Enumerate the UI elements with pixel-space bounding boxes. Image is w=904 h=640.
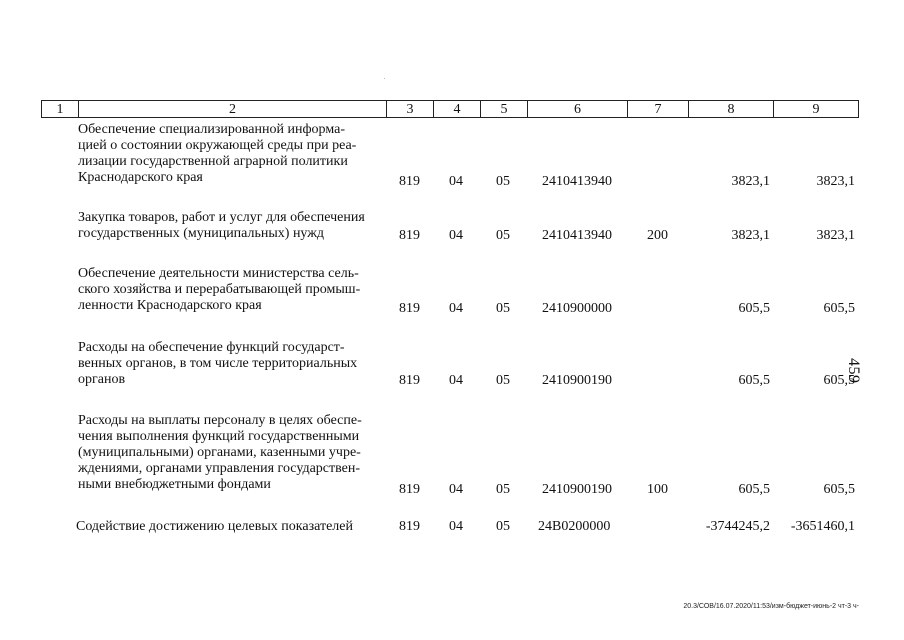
row-description bbox=[76, 519, 381, 535]
target-article-code: 2410900190 bbox=[542, 373, 612, 388]
scan-speck bbox=[384, 78, 385, 79]
ministry-code: 819 bbox=[399, 519, 420, 534]
ministry-code: 819 bbox=[399, 174, 420, 189]
section-code: 04 bbox=[449, 482, 463, 497]
amount-column-9: 605,5 bbox=[823, 482, 855, 497]
description-line: государственных (муниципальных) нужд bbox=[78, 226, 325, 241]
subsection-code: 05 bbox=[496, 228, 510, 243]
amount-column-9: 3823,1 bbox=[816, 174, 855, 189]
description-line: Обеспечение специализированной информа- bbox=[78, 122, 345, 137]
column-number-header bbox=[41, 100, 859, 118]
column-number-7: 7 bbox=[628, 101, 689, 117]
description-line: Краснодарского края bbox=[78, 170, 203, 185]
amount-column-8: -3744245,2 bbox=[705, 519, 770, 534]
row-description bbox=[78, 210, 383, 242]
section-code: 04 bbox=[449, 174, 463, 189]
target-article-code: 2410413940 bbox=[542, 228, 612, 243]
column-number-9: 9 bbox=[812, 102, 820, 117]
description-line: ными внебюджетными фондами bbox=[78, 477, 271, 492]
amount-column-8: 3823,1 bbox=[731, 228, 770, 243]
ministry-code: 819 bbox=[399, 228, 420, 243]
description-line: чения выполнения функций государственными bbox=[78, 429, 360, 444]
description-line: Расходы на обеспечение функций государст- bbox=[78, 340, 345, 355]
description-line: Обеспечение деятельности министерства сель- bbox=[78, 266, 359, 281]
column-number-1: 1 bbox=[42, 101, 79, 117]
ministry-code: 819 bbox=[399, 482, 420, 497]
amount-column-8: 605,5 bbox=[738, 373, 770, 388]
amount-column-9: 605,5 bbox=[823, 301, 855, 316]
section-code: 04 bbox=[449, 373, 463, 388]
amount-column-9: 3823,1 bbox=[816, 228, 855, 243]
ministry-code: 819 bbox=[399, 301, 420, 316]
target-article-code: 2410900190 bbox=[542, 482, 612, 497]
description-line: цией о состоянии окружающей среды при реа- bbox=[78, 138, 357, 153]
subsection-code: 05 bbox=[496, 519, 510, 534]
ministry-code: 819 bbox=[399, 373, 420, 388]
description-line: органов bbox=[78, 372, 126, 387]
column-number-8: 8 bbox=[689, 101, 774, 117]
description-line: (муниципальными) органами, казенными учре- bbox=[78, 445, 361, 460]
row-description bbox=[78, 266, 383, 314]
subsection-code: 05 bbox=[496, 482, 510, 497]
column-number-3: 3 bbox=[387, 101, 434, 117]
section-code: 04 bbox=[449, 519, 463, 534]
column-number-4: 4 bbox=[434, 101, 481, 117]
column-number-5: 5 bbox=[481, 101, 528, 117]
column-number-2: 2 bbox=[79, 101, 387, 117]
description-line: венных органов, в том числе территориальных bbox=[78, 356, 358, 371]
subsection-code: 05 bbox=[496, 174, 510, 189]
page-number: 459 bbox=[845, 358, 862, 384]
description-line: Закупка товаров, работ и услуг для обеспечения bbox=[78, 210, 365, 225]
amount-column-8: 605,5 bbox=[738, 482, 770, 497]
document-footer: 20.3/СОВ/16.07.2020/11:53/изм-бюджет-июнь-2 чт-3 ч- bbox=[683, 603, 859, 610]
target-article-code: 24В0200000 bbox=[538, 519, 611, 534]
target-article-code: 2410413940 bbox=[542, 174, 612, 189]
expense-type-code: 200 bbox=[647, 228, 668, 243]
amount-column-9: 605,5 bbox=[823, 373, 855, 388]
description-line: лизации государственной аграрной политики bbox=[78, 154, 348, 169]
description-line: Расходы на выплаты персоналу в целях обеспе- bbox=[78, 413, 362, 428]
description-line: ского хозяйства и перерабатывающей промыш- bbox=[78, 282, 361, 297]
subsection-code: 05 bbox=[496, 301, 510, 316]
column-number-6: 6 bbox=[528, 101, 628, 117]
row-description bbox=[78, 122, 383, 186]
amount-column-8: 3823,1 bbox=[731, 174, 770, 189]
amount-column-9: -3651460,1 bbox=[790, 519, 855, 534]
section-code: 04 bbox=[449, 228, 463, 243]
target-article-code: 2410900000 bbox=[542, 301, 612, 316]
description-line: Содействие достижению целевых показателей bbox=[76, 519, 353, 534]
row-description bbox=[78, 340, 383, 388]
amount-column-8: 605,5 bbox=[738, 301, 770, 316]
subsection-code: 05 bbox=[496, 373, 510, 388]
expense-type-code: 100 bbox=[647, 482, 668, 497]
row-description bbox=[78, 413, 383, 493]
description-line: ждениями, органами управления государствен- bbox=[78, 461, 361, 476]
description-line: ленности Краснодарского края bbox=[78, 298, 262, 313]
section-code: 04 bbox=[449, 301, 463, 316]
